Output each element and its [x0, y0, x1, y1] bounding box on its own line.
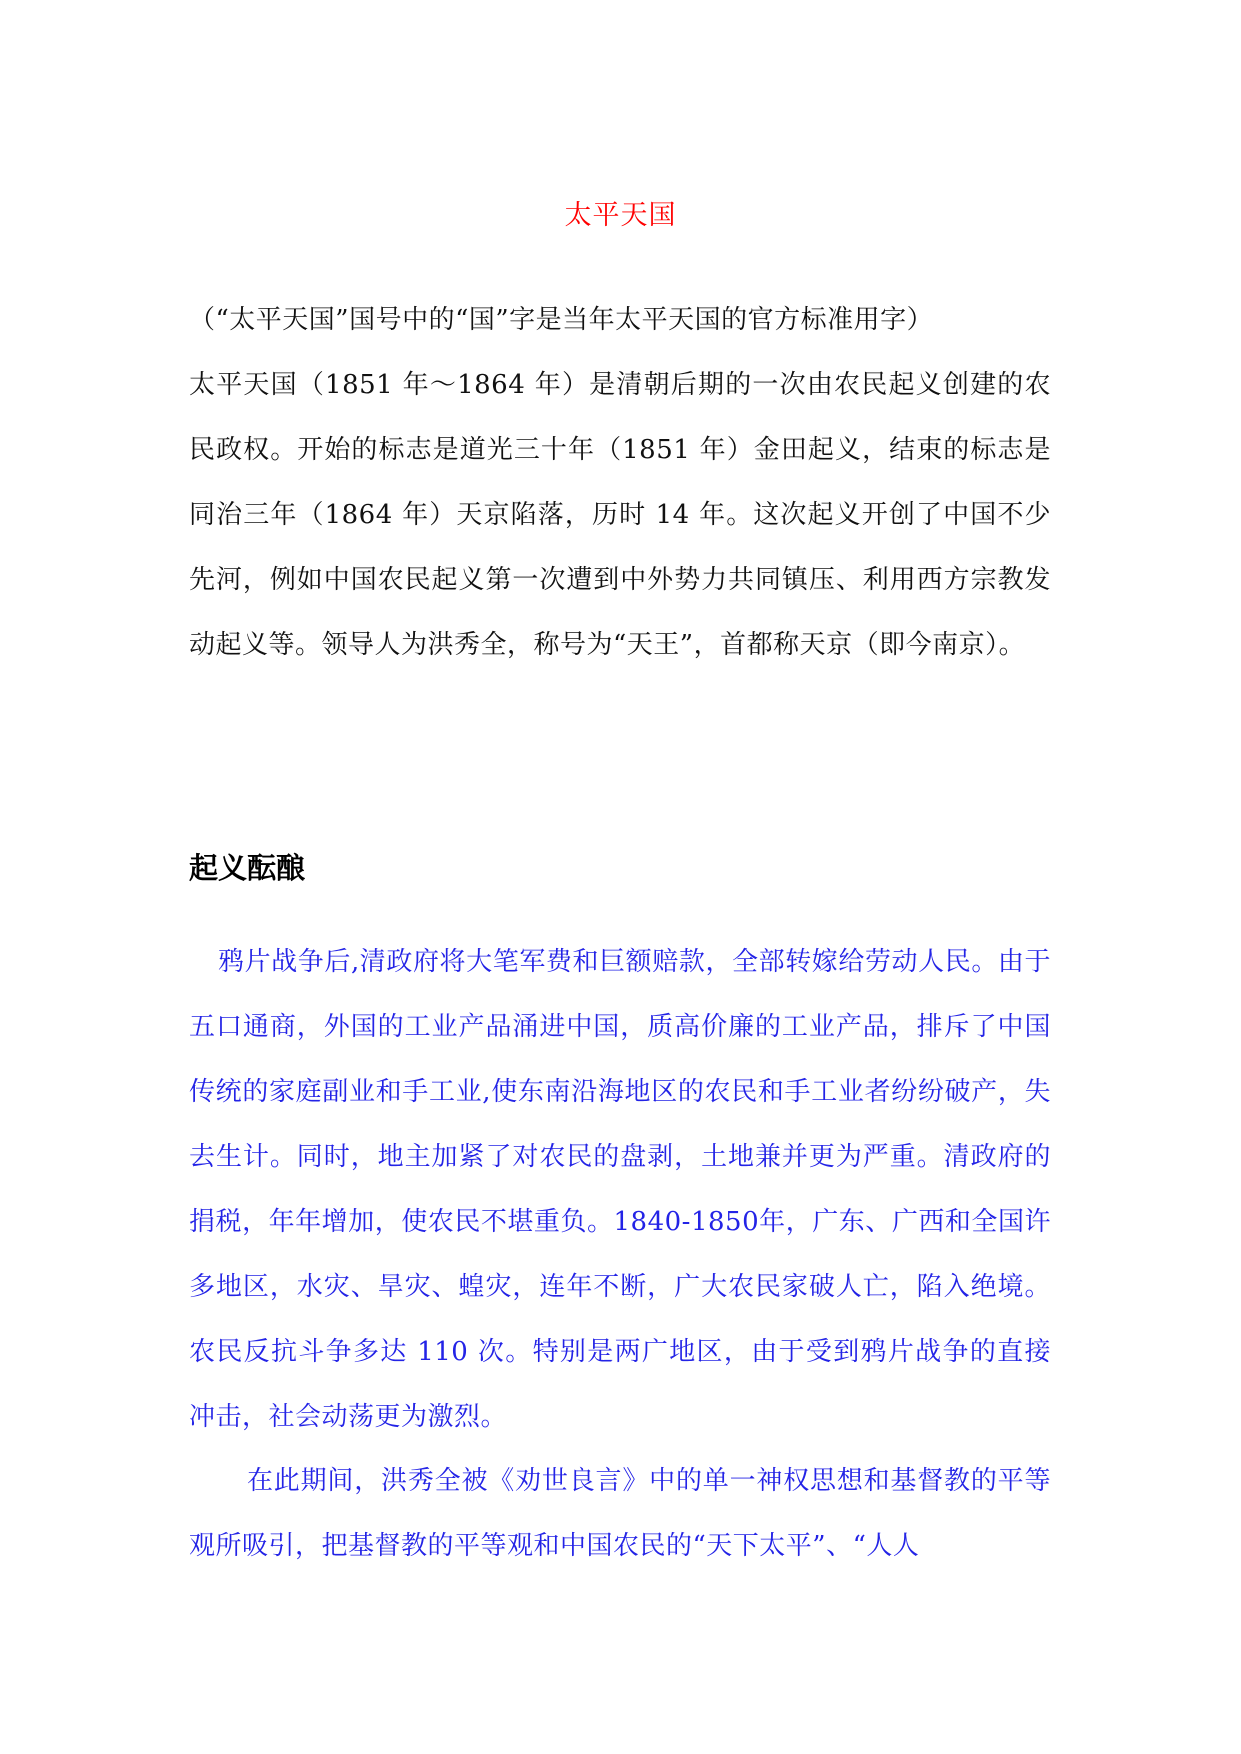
body-paragraph-one: 鸦片战争后,清政府将大笔军费和巨额赔款，全部转嫁给劳动人民。由于五口通商，外国的工业产品涌进中国，质高价廉的工业产品，排斥了中国传统的家庭副业和手工业,使东南沿海地区的农民和手工业者纷纷破产，失去生计。同时，地主加紧了对农民的盘剥，土地兼并更为严重。清政府的捐税，年年增加，使农民不堪重负。1840-1850年，广东、广西和全国许多地区，水灾、旱灾、蝗灾，连年不断，广大农民家破人亡，陷入绝境。农民反抗斗争多达 110 次。特别是两广地区，由于受到鸦片战争的直接冲击，社会动荡更为激烈。	[189, 947, 1051, 1432]
intro-paragraph: 太平天国（1851 年～1864 年）是清朝后期的一次由农民起义创建的农民政权。开始的标志是道光三十年（1851 年）金田起义，结束的标志是同治三年（1864 年）天京陷落，历时 14 年。这次起义开创了中国不少先河，例如中国农民起义第一次遭到中外势力共同镇压、利用西方宗教发动起义等。领导人为洪秀全，称号为“天王”，首都称天京（即今南京）。	[189, 370, 1051, 660]
page-title: 太平天国	[564, 200, 677, 231]
section-heading: 起义酝酿	[189, 851, 306, 885]
body-paragraph-two: 在此期间，洪秀全被《劝世良言》中的单一神权思想和基督教的平等观所吸引，把基督教的平等观和中国农民的“天下太平”、“人人	[189, 1466, 1051, 1561]
intro-note: （“太平天国”国号中的“国”字是当年太平天国的官方标准用字）	[189, 305, 934, 335]
